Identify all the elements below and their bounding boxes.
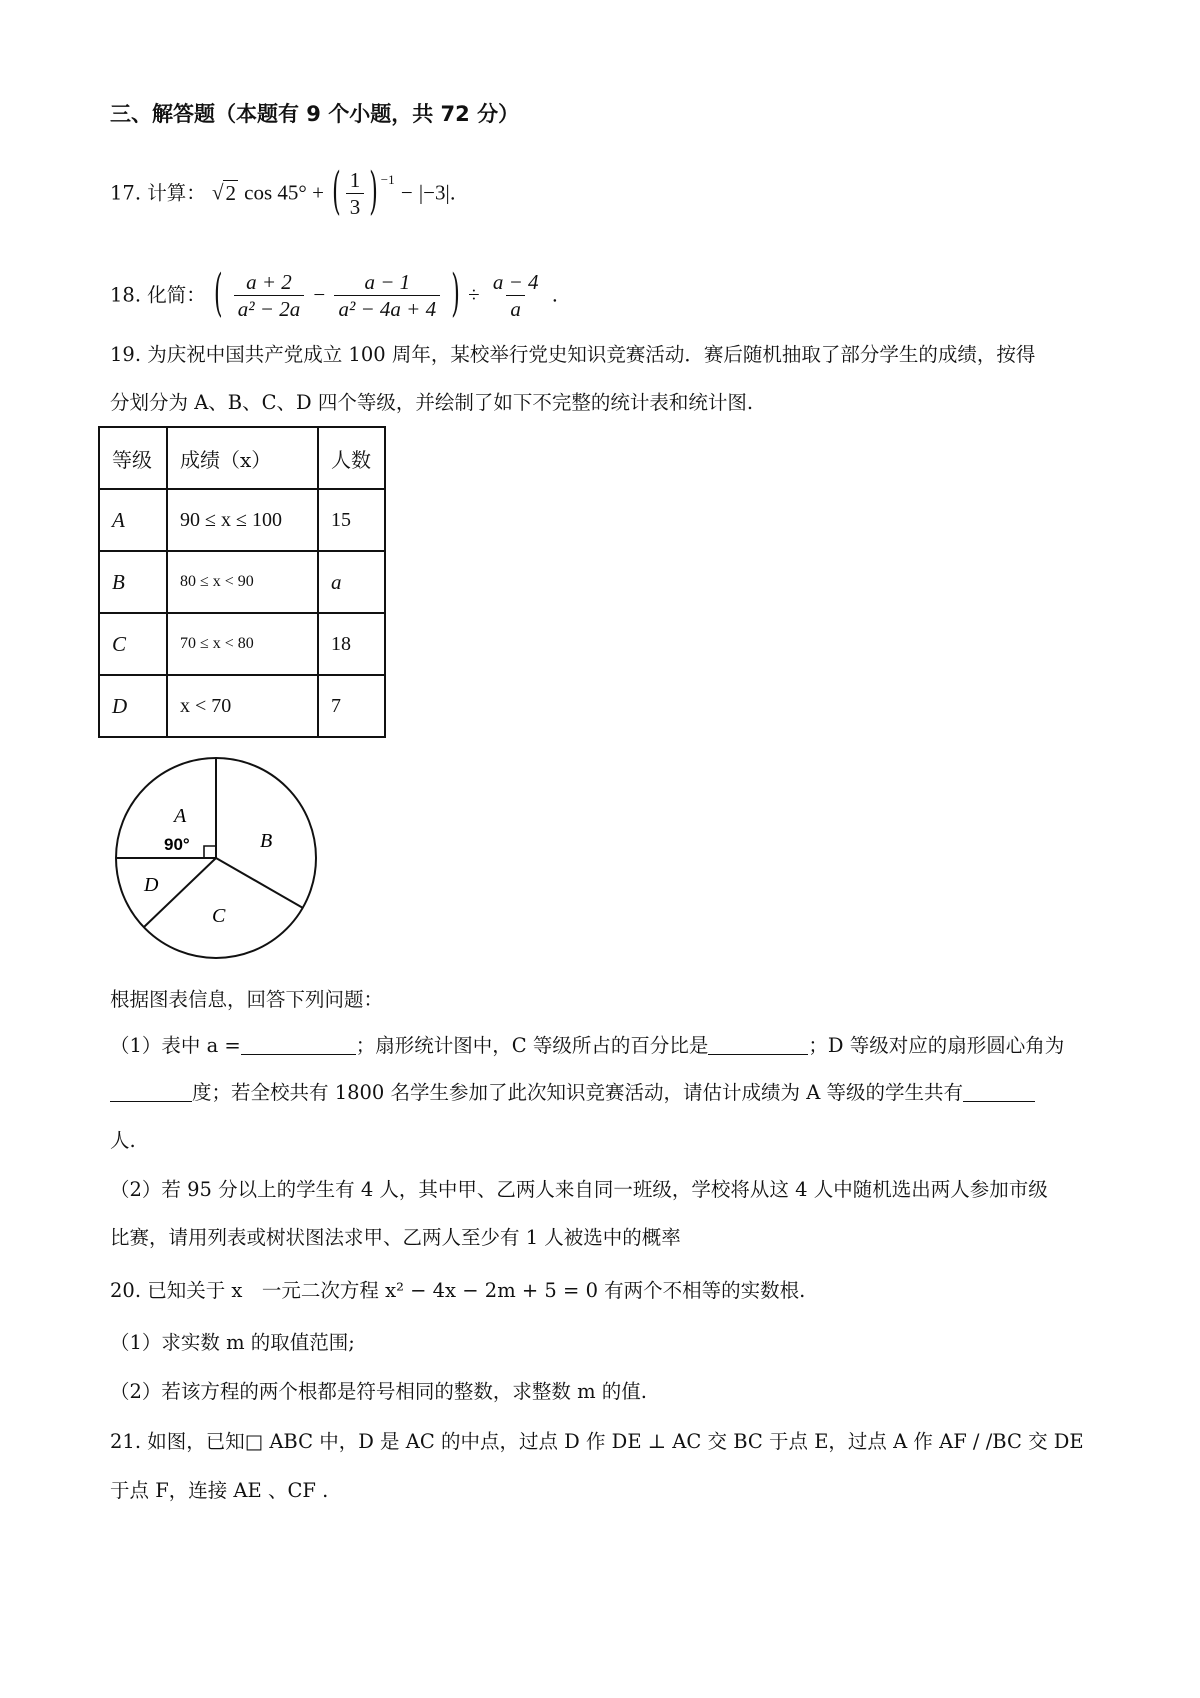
question-18: 18. 化简： ( $\frac{a + 2}{\text{a² − 2a}}$ − $\frac{a - 1}{\text{a² − 4a + 4}}$ ) ÷ $\frac{a - 4}{a}$ . [110, 266, 558, 324]
grade-table [98, 426, 386, 738]
q21-stem-line-2: 于点 F，连接 AE 、CF . [110, 1479, 329, 1502]
table-row [99, 675, 385, 737]
sector-label-a: A [174, 805, 187, 827]
answer-blank[interactable] [110, 1083, 192, 1102]
q17-number: 17. [110, 181, 142, 205]
score-cell: 80 ≤ x < 90 [167, 551, 318, 613]
q19-intro-line-2: 分划分为 A、B、C、D 四个等级，并绘制了如下不完整的统计表和统计图. [110, 391, 754, 414]
q19-prompt: 根据图表信息，回答下列问题： [110, 988, 384, 1011]
fraction-2: $\frac{a - 1}{\text{a² − 4a + 4}}$ [334, 272, 440, 320]
q18-label: 化简： [147, 283, 206, 307]
header-cell: 人数 [318, 427, 385, 489]
q19-part-1-line-1: （1）表中 a = ；扇形统计图中，C 等级所占的百分比是 ；D 等级对应的扇形圆心角为 [110, 1034, 1065, 1057]
answer-blank[interactable] [708, 1036, 808, 1055]
sqrt-expression: √2 [211, 180, 236, 205]
header-cell: 等级 [99, 427, 167, 489]
q17-label: 计算： [147, 181, 206, 205]
q18-number: 18. [110, 283, 142, 307]
sector-label-c: C [212, 905, 226, 927]
table-row [99, 551, 385, 613]
exponent: −1 [380, 171, 395, 187]
count-cell: 18 [318, 613, 385, 675]
score-cell: x < 70 [167, 675, 318, 737]
pie-chart [110, 752, 322, 964]
table-row [99, 489, 385, 551]
grade-cell: D [112, 693, 128, 718]
answer-blank[interactable] [963, 1083, 1035, 1102]
count-cell: a [331, 569, 342, 594]
answer-blank[interactable] [241, 1036, 356, 1055]
fraction-one-third: $\frac{1}{3}$ [346, 170, 365, 218]
sector-label-d: D [144, 874, 159, 896]
q21-stem-line-1: 21. 如图，已知□ ABC 中，D 是 AC 的中点，过点 D 作 DE ⊥ AC 交 BC 于点 E，过点 A 作 AF / /BC 交 DE [110, 1430, 1084, 1453]
header-cell: 成绩（x） [167, 427, 318, 489]
table-header-row [99, 427, 385, 489]
q20-stem: 20. 已知关于 x 一元二次方程 x² − 4x − 2m + 5 = 0 有两个不相等的实数根. [110, 1279, 806, 1302]
grade-cell: C [112, 631, 127, 656]
grade-cell: A [112, 507, 125, 532]
cos-term: cos 45° + [244, 180, 324, 205]
section-title: 三、解答题（本题有 9 个小题，共 72 分） [110, 102, 520, 126]
q20-part-1: （1）求实数 m 的取值范围; [110, 1331, 355, 1354]
angle-label: 90° [164, 835, 190, 854]
sector-divider-b-c [216, 858, 303, 908]
absolute-value: |−3| [418, 180, 450, 205]
q19-intro-line-1: 19. 为庆祝中国共产党成立 100 周年，某校举行党史知识竞赛活动．赛后随机抽取了部分学生的成绩，按得 [110, 343, 1036, 366]
minus-sign: − [400, 180, 413, 205]
score-cell: 70 ≤ x < 80 [167, 613, 318, 675]
count-cell: 15 [318, 489, 385, 551]
fraction-3: $\frac{a - 4}{a}$ [492, 270, 539, 321]
sector-label-b: B [260, 830, 273, 852]
question-17: 17. 计算： √2 cos 45° + ( $\frac{1}{3}$ ) $^{-1}$ − |−3|. [110, 164, 456, 222]
count-cell: 7 [318, 675, 385, 737]
fraction-1: $\frac{a + 2}{\text{a² − 2a}}$ [234, 272, 304, 320]
q19-part-1-line-2: 度；若全校共有 1800 名学生参加了此次知识竞赛活动，请估计成绩为 A 等级的学生共有 [110, 1083, 1035, 1103]
score-cell: 90 ≤ x ≤ 100 [167, 489, 318, 551]
q19-part-2-line-2: 比赛，请用列表或树状图法求甲、乙两人至少有 1 人被选中的概率 [110, 1226, 681, 1249]
grade-cell: B [112, 569, 125, 594]
q20-part-2: （2）若该方程的两个根都是符号相同的整数，求整数 m 的值. [110, 1380, 647, 1403]
table-row [99, 613, 385, 675]
q19-part-1-line-3: 人. [110, 1129, 136, 1152]
q19-part-2-line-1: （2）若 95 分以上的学生有 4 人，其中甲、乙两人来自同一班级，学校将从这 4 人中随机选出两人参加市级 [110, 1178, 1048, 1201]
right-angle-mark [204, 846, 216, 858]
